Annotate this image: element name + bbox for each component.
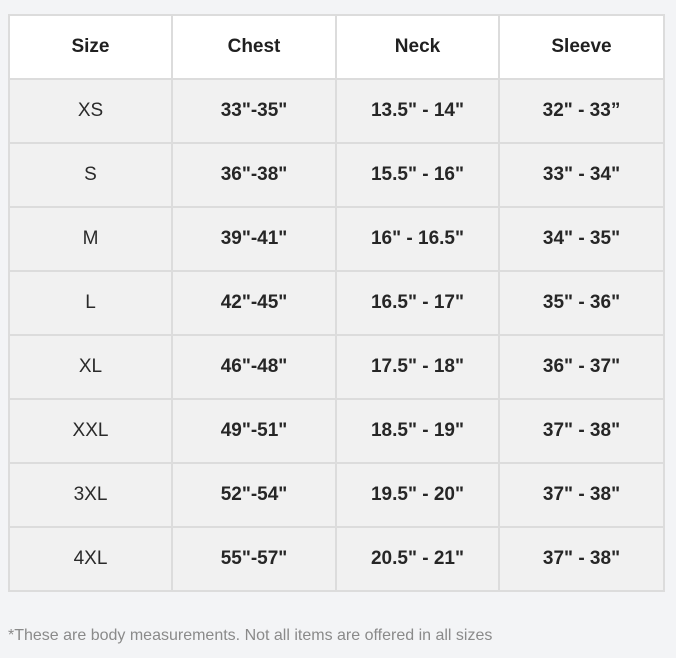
size-cell: 3XL bbox=[9, 463, 172, 527]
neck-cell: 16.5" - 17" bbox=[336, 271, 499, 335]
neck-cell: 15.5" - 16" bbox=[336, 143, 499, 207]
neck-cell: 16" - 16.5" bbox=[336, 207, 499, 271]
chest-cell: 46"-48" bbox=[172, 335, 336, 399]
header-chest: Chest bbox=[172, 15, 336, 79]
size-cell: L bbox=[9, 271, 172, 335]
sleeve-cell: 35" - 36" bbox=[499, 271, 664, 335]
header-size: Size bbox=[9, 15, 172, 79]
table-row bbox=[9, 207, 664, 271]
size-cell: XS bbox=[9, 79, 172, 143]
size-chart-table bbox=[8, 14, 665, 592]
chest-cell: 55"-57" bbox=[172, 527, 336, 591]
sleeve-cell: 37" - 38" bbox=[499, 399, 664, 463]
footnote: *These are body measurements. Not all items are offered in all sizes bbox=[8, 627, 493, 644]
sleeve-cell: 32" - 33” bbox=[499, 79, 664, 143]
chest-cell: 52"-54" bbox=[172, 463, 336, 527]
neck-cell: 13.5" - 14" bbox=[336, 79, 499, 143]
sleeve-cell: 33" - 34" bbox=[499, 143, 664, 207]
chest-cell: 36"-38" bbox=[172, 143, 336, 207]
size-cell: XL bbox=[9, 335, 172, 399]
chest-cell: 39"-41" bbox=[172, 207, 336, 271]
table-row bbox=[9, 527, 664, 591]
sleeve-cell: 37" - 38" bbox=[499, 463, 664, 527]
header-neck: Neck bbox=[336, 15, 499, 79]
table-row bbox=[9, 271, 664, 335]
table-header-row bbox=[9, 15, 664, 79]
chest-cell: 49"-51" bbox=[172, 399, 336, 463]
table-row bbox=[9, 399, 664, 463]
table-row bbox=[9, 143, 664, 207]
sleeve-cell: 37" - 38" bbox=[499, 527, 664, 591]
table-row bbox=[9, 463, 664, 527]
neck-cell: 20.5" - 21" bbox=[336, 527, 499, 591]
sleeve-cell: 36" - 37" bbox=[499, 335, 664, 399]
size-cell: XXL bbox=[9, 399, 172, 463]
size-cell: M bbox=[9, 207, 172, 271]
header-sleeve: Sleeve bbox=[499, 15, 664, 79]
chest-cell: 42"-45" bbox=[172, 271, 336, 335]
neck-cell: 17.5" - 18" bbox=[336, 335, 499, 399]
size-cell: S bbox=[9, 143, 172, 207]
neck-cell: 19.5" - 20" bbox=[336, 463, 499, 527]
table-row bbox=[9, 335, 664, 399]
sleeve-cell: 34" - 35" bbox=[499, 207, 664, 271]
table-row bbox=[9, 79, 664, 143]
neck-cell: 18.5" - 19" bbox=[336, 399, 499, 463]
size-cell: 4XL bbox=[9, 527, 172, 591]
chest-cell: 33"-35" bbox=[172, 79, 336, 143]
